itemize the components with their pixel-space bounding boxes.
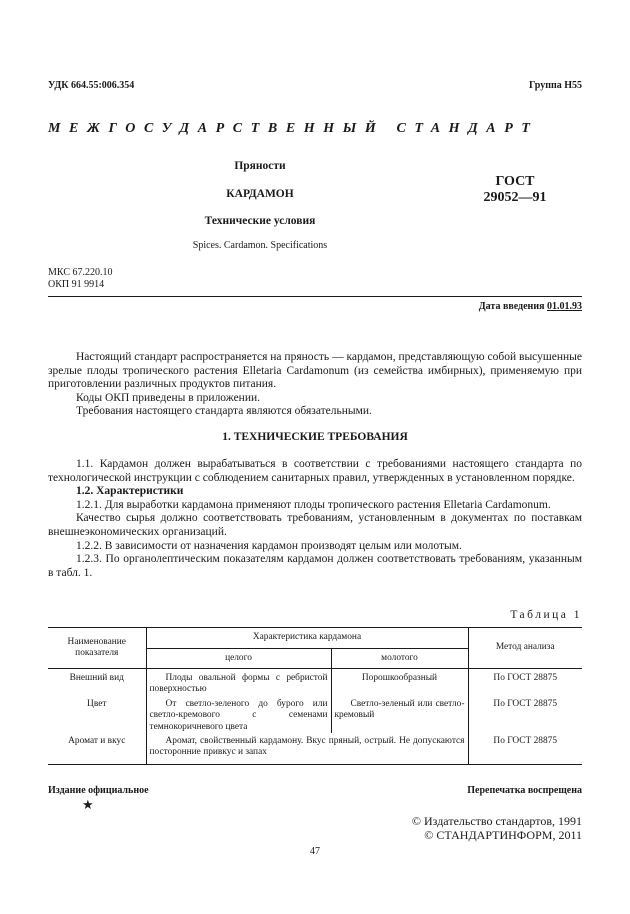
clause-1-2-heading: 1.2. Характеристики: [76, 485, 184, 498]
mks-code: МКС 67.220.10: [48, 267, 113, 278]
row-name: Цвет: [48, 696, 146, 733]
row-ground: Светло-зеленый или светло-кремовый: [331, 696, 468, 733]
page-number: 47: [310, 846, 320, 857]
intro-paragraph: Настоящий стандарт распространяется на пряность — кардамон, представляющую собой высушенные зрелые плоды тропического растения Elletaria Cardamonum (из семейства имбирных), применяемую при приготовлении различных продуктов питания.: [48, 351, 582, 391]
table-row: [48, 696, 582, 733]
table-row: [48, 733, 582, 764]
udk-code: УДК 664.55:006.354: [48, 80, 135, 91]
header-method: Метод анализа: [468, 628, 582, 669]
english-title: Spices. Cardamon. Specifications: [192, 240, 328, 251]
row-method: По ГОСТ 28875: [493, 698, 558, 709]
intro-date-value: 01.01.93: [547, 301, 582, 312]
clause-1-2-1: 1.2.1. Для выработки кардамона применяют плоды тропического растения Elletaria Cardamonum.: [76, 498, 551, 511]
row-name: Внешний вид: [48, 669, 146, 696]
gost-number: 29052—91: [483, 190, 547, 205]
row-method: По ГОСТ 28875: [493, 736, 558, 747]
header-ground: молотого: [331, 649, 468, 669]
row-method: По ГОСТ 28875: [493, 673, 558, 683]
section1-body: [48, 458, 582, 580]
row-ground: Порошкообразный: [331, 669, 468, 696]
star-icon: ★: [82, 797, 94, 812]
table-caption: Таблица 1: [510, 609, 582, 621]
intro-paragraph: Требования настоящего стандарта являются обязательными.: [76, 405, 372, 418]
intro-paragraph: Коды ОКП приведены в приложении.: [76, 391, 261, 404]
official-edition: Издание официальное: [48, 785, 149, 796]
table-row: [48, 669, 582, 696]
clause-1-2-3: 1.2.3. По органолептическим показателям кардамон должен соответствовать требованиям, указанным в табл. 1.: [48, 553, 582, 579]
section-heading: 1. ТЕХНИЧЕСКИЕ ТРЕБОВАНИЯ: [222, 431, 408, 443]
doc-subtitle: Технические условия: [204, 215, 316, 227]
clause-1-2-2: 1.2.2. В зависимости от назначения кардамон производят целым или молотым.: [76, 539, 462, 552]
okp-code: ОКП 91 9914: [48, 279, 105, 290]
reprint-notice: Перепечатка воспрещена: [467, 785, 582, 796]
copyright-standartinform: © СТАНДАРТИНФОРМ, 2011: [424, 828, 582, 842]
category-title: Пряности: [234, 160, 286, 172]
characteristics-table: [48, 627, 582, 765]
row-whole: Плоды овальной формы с ребристой поверхностью: [146, 669, 331, 696]
quality-paragraph: Качество сырья должно соответствовать требованиям, установленным в документах по поставкам внешнеэкономических организаций.: [48, 512, 582, 538]
row-name: Аромат и вкус: [48, 733, 146, 764]
product-title: КАРДАМОН: [226, 188, 294, 200]
intro-date-label: Дата введения: [478, 301, 545, 312]
header-divider: [48, 296, 582, 297]
header-characteristic: Характеристика кардамона: [146, 628, 468, 649]
gost-label: ГОСТ: [495, 174, 535, 189]
clause-1-1: 1.1. Кардамон должен вырабатываться в соответствии с требованиями настоящего стандарта по технологической инструкции с соблюдением санитарных правил, утвержденных в установленном порядке.: [48, 458, 582, 484]
standard-type-heading: МЕЖГОСУДАРСТВЕННЫЙ СТАНДАРТ: [48, 121, 539, 136]
intro-date: [479, 301, 582, 312]
copyright-publisher: © Издательство стандартов, 1991: [411, 814, 582, 828]
row-whole: От светло-зеленого до бурого или светло-кремового с семенами темнокоричневого цвета: [146, 696, 331, 733]
row-merged: Аромат, свойственный кардамону. Вкус пряный, острый. Не допускаются посторонние привкус и запах: [146, 733, 468, 764]
intro-block: [48, 351, 582, 419]
header-indicator-name: Наименование показателя: [48, 628, 146, 669]
header-whole: целого: [146, 649, 331, 669]
group-code: Группа Н55: [529, 80, 582, 91]
